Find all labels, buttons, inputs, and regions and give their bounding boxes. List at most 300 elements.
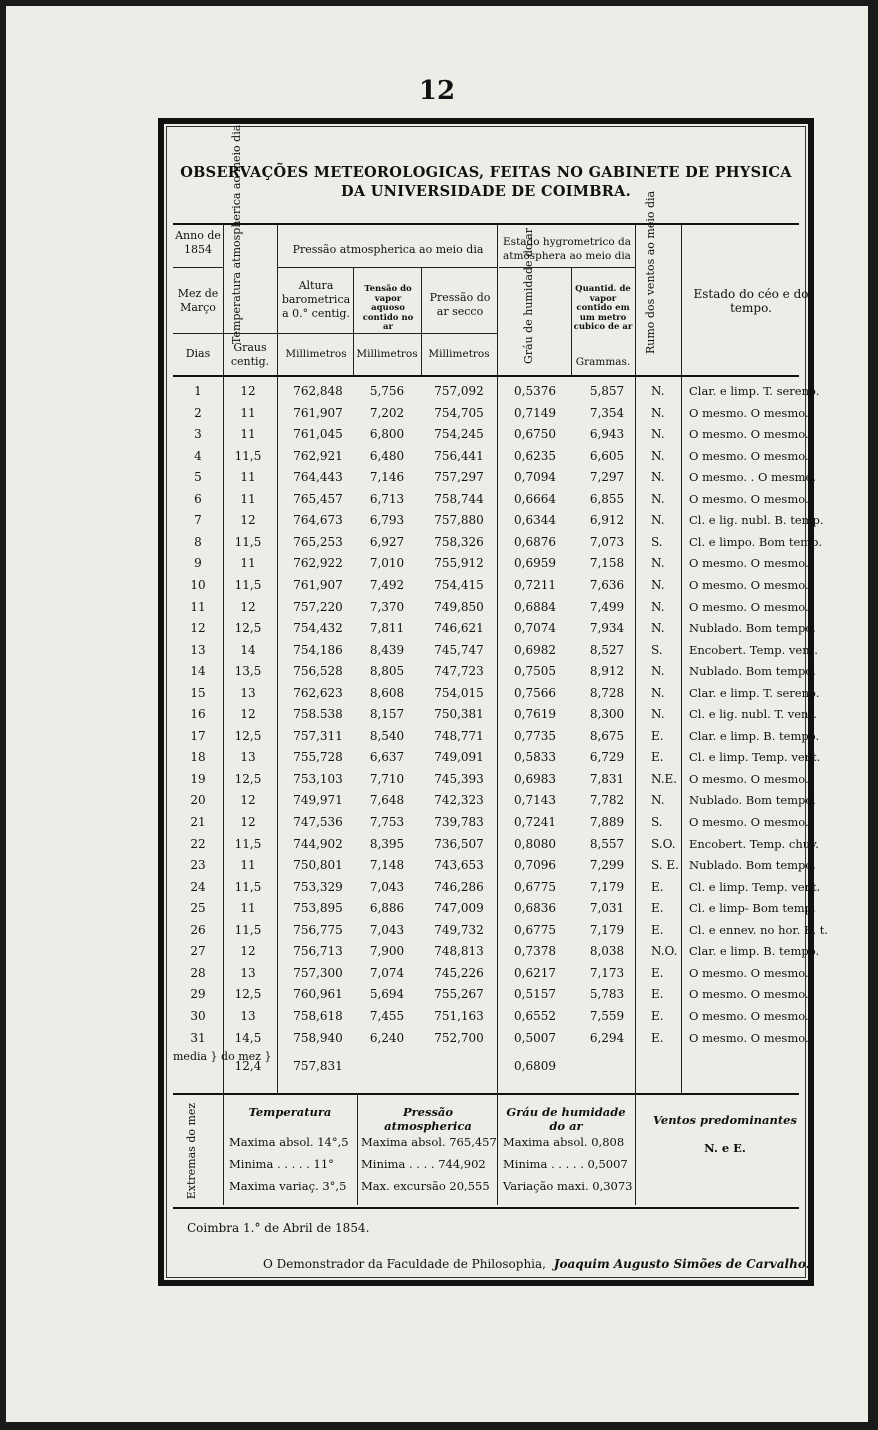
table-row	[167, 941, 820, 963]
cell-dry-pressure: 758,744	[434, 491, 484, 506]
cell-sky: O mesmo. O mesmo.	[689, 1008, 809, 1023]
table-row	[167, 446, 809, 468]
cell-bar: 756,528	[293, 664, 343, 679]
cell-day: 9	[194, 556, 202, 571]
cell-tension: 7,043	[369, 879, 405, 894]
header-mm-1: Millimetros	[285, 348, 347, 360]
cell-dry-pressure: 746,286	[434, 879, 484, 894]
table-row	[167, 1006, 809, 1028]
header-estado-hygro: Estado hygrometrico da atmosphera ao meio dia	[503, 236, 631, 262]
cell-wind: E.	[651, 901, 664, 916]
cell-dry-pressure: 757,297	[434, 470, 484, 485]
cell-wind: N.	[651, 599, 665, 614]
table-inner-border	[166, 124, 829, 1278]
cell-dry-pressure: 750,381	[434, 707, 484, 722]
cell-vapour: 7,173	[589, 965, 625, 980]
footer-place-date: Coimbra 1.° de Abril de 1854.	[187, 1221, 370, 1235]
header-line-anno	[173, 267, 223, 268]
cell-humidity: 0,6876	[514, 534, 556, 549]
media-label: media } do mez }	[173, 1050, 272, 1063]
cell-dry-pressure: 742,323	[434, 793, 484, 808]
cell-humidity: 0,6959	[514, 556, 556, 571]
cell-sky: Clar. e limp. T. sereno.	[689, 384, 820, 398]
cell-tension: 8,540	[369, 728, 405, 743]
cell-temp: 12	[240, 707, 256, 722]
table-row	[167, 812, 809, 834]
cell-vapour: 6,855	[589, 491, 625, 506]
cell-day: 23	[190, 858, 206, 873]
cell-vapour: 5,857	[589, 384, 625, 398]
cell-wind: N.	[651, 793, 665, 808]
cell-sky: O mesmo. O mesmo.	[689, 987, 809, 1002]
media-hum: 0,6809	[514, 1059, 556, 1073]
cell-tension: 7,811	[369, 621, 405, 636]
ext-pres-min: Minima . . . . 744,902	[361, 1157, 486, 1171]
table-row	[167, 877, 821, 899]
cell-sky: O mesmo. O mesmo.	[689, 599, 809, 614]
cell-day: 5	[194, 470, 202, 485]
cell-humidity: 0,6775	[514, 879, 556, 894]
table-row	[167, 726, 820, 748]
header-altura: Altura barometrica a 0.° centig.	[281, 279, 351, 320]
cell-dry-pressure: 756,441	[434, 448, 484, 463]
cell-dry-pressure: 745,747	[434, 642, 484, 657]
cell-wind: E.	[651, 1008, 664, 1023]
cell-day: 2	[194, 405, 202, 420]
cell-vapour: 6,294	[589, 1030, 625, 1045]
cell-vapour: 6,912	[589, 513, 625, 528]
ext-vline-4	[635, 1093, 636, 1205]
cell-dry-pressure: 754,705	[434, 405, 484, 420]
cell-day: 10	[190, 577, 206, 592]
table-row	[167, 704, 817, 726]
cell-bar: 747,536	[293, 815, 343, 829]
ext-hum-var: Variação maxi. 0,3073	[503, 1179, 633, 1193]
cell-temp: 12	[240, 513, 256, 528]
header-grammas: Grammas.	[575, 356, 631, 368]
table-row	[167, 984, 809, 1006]
cell-wind: S.	[651, 534, 663, 549]
ext-temp-var: Maxima variaç. 3°,5	[229, 1179, 347, 1193]
table-row	[167, 683, 820, 705]
cell-humidity: 0,6775	[514, 922, 556, 937]
cell-bar: 753,103	[293, 771, 343, 786]
cell-humidity: 0,7143	[514, 793, 556, 808]
cell-temp: 11	[240, 556, 256, 571]
table-row	[167, 618, 816, 640]
cell-humidity: 0,6836	[514, 901, 556, 916]
cell-tension: 8,608	[369, 685, 405, 700]
cell-day: 29	[190, 987, 206, 1002]
cell-vapour: 7,297	[589, 470, 625, 485]
cell-dry-pressure: 736,507	[434, 836, 484, 851]
cell-tension: 7,492	[369, 577, 405, 592]
title-line-2: DA UNIVERSIDADE DE COIMBRA.	[340, 183, 632, 200]
cell-vapour: 7,782	[589, 793, 625, 808]
cell-vapour: 7,158	[589, 556, 625, 571]
cell-vapour: 8,300	[589, 707, 625, 722]
cell-temp: 12	[240, 944, 256, 959]
cell-day: 11	[190, 599, 206, 614]
cell-temp: 13,5	[234, 664, 262, 679]
cell-bar: 762,921	[293, 448, 343, 463]
cell-tension: 6,480	[369, 448, 405, 463]
cell-bar: 760,961	[293, 987, 343, 1002]
cell-wind: N.	[651, 685, 665, 700]
cell-dry-pressure: 758,326	[434, 534, 484, 549]
cell-day: 7	[194, 513, 202, 528]
cell-humidity: 0,7074	[514, 621, 556, 636]
cell-day: 24	[190, 879, 206, 894]
cell-humidity: 0,6664	[514, 491, 556, 506]
cell-dry-pressure: 748,771	[434, 728, 484, 743]
cell-temp: 11,5	[234, 534, 262, 549]
cell-wind: N.O.	[651, 944, 678, 959]
cell-tension: 6,713	[369, 491, 405, 506]
cell-dry-pressure: 754,415	[434, 577, 484, 592]
cell-humidity: 0,6552	[514, 1008, 556, 1023]
cell-wind: E.	[651, 987, 664, 1002]
table-row	[167, 424, 809, 446]
cell-vapour: 7,179	[589, 922, 625, 937]
cell-temp: 12	[240, 815, 256, 829]
cell-humidity: 0,6235	[514, 448, 556, 463]
cell-temp: 13	[240, 965, 256, 980]
cell-wind: E.	[651, 965, 664, 980]
cell-day: 30	[190, 1008, 206, 1023]
footer-demonstrador	[263, 1257, 810, 1271]
cell-wind: N.	[651, 621, 665, 636]
table-row	[167, 532, 823, 554]
page-number: 12	[418, 76, 456, 106]
cell-vapour: 7,073	[589, 534, 625, 549]
cell-temp: 11	[240, 405, 256, 420]
table-row	[167, 467, 816, 489]
cell-sky: Nublado. Bom tempo.	[689, 858, 816, 873]
cell-vapour: 8,557	[589, 836, 625, 851]
cell-bar: 756,713	[293, 944, 343, 959]
cell-vapour: 6,729	[589, 750, 625, 765]
cell-tension: 7,074	[369, 965, 405, 980]
cell-humidity: 0,5833	[514, 750, 556, 765]
cell-temp: 11	[240, 858, 256, 873]
cell-wind: N.	[651, 513, 665, 528]
cell-dry-pressure: 755,912	[434, 556, 484, 571]
cell-dry-pressure: 754,245	[434, 427, 484, 442]
cell-vapour: 7,889	[589, 815, 625, 829]
ext-hum-max: Maxima absol. 0,808	[503, 1135, 625, 1149]
cell-bar: 762,922	[293, 556, 343, 571]
cell-sky: Encobert. Temp. chuv.	[689, 836, 819, 851]
cell-bar: 757,300	[293, 965, 343, 980]
header-line-pressao	[277, 267, 497, 268]
cell-vapour: 7,831	[589, 771, 625, 786]
cell-tension: 7,753	[369, 815, 405, 829]
cell-day: 21	[190, 815, 206, 829]
cell-bar: 744,902	[293, 836, 343, 851]
header-grau-hum: Gráu de humidade do ar	[522, 228, 535, 364]
cell-dry-pressure: 752,700	[434, 1030, 484, 1045]
header-tensao: Tensão do vapor aquoso contido no ar	[362, 284, 414, 332]
title-line-1: OBSERVAÇÕES METEOROLOGICAS, FEITAS NO GABINETE DE PHYSICA	[180, 164, 792, 181]
cell-vapour: 6,605	[589, 448, 625, 463]
cell-bar: 754,432	[293, 621, 343, 636]
cell-wind: E.	[651, 922, 664, 937]
cell-humidity: 0,7211	[514, 577, 556, 592]
cell-tension: 8,439	[369, 642, 405, 657]
cell-tension: 7,455	[369, 1008, 405, 1023]
cell-sky: O mesmo. O mesmo.	[689, 577, 809, 592]
cell-humidity: 0,7566	[514, 685, 556, 700]
cell-sky: Cl. e limp- Bom temp.	[689, 901, 816, 916]
cell-tension: 6,793	[369, 513, 405, 528]
cell-bar: 764,673	[293, 513, 343, 528]
cell-day: 8	[194, 534, 202, 549]
cell-humidity: 0,5007	[514, 1030, 556, 1045]
ext-temp-head: Temperatura	[248, 1105, 332, 1119]
cell-humidity: 0,7619	[514, 707, 556, 722]
table-row	[167, 920, 829, 942]
table-row	[167, 597, 809, 619]
cell-tension: 7,010	[369, 556, 405, 571]
header-pressao-seco: Pressão do ar secco	[429, 291, 491, 318]
cell-dry-pressure: 745,393	[434, 771, 484, 786]
cell-humidity: 0,6983	[514, 771, 556, 786]
cell-temp: 14	[240, 642, 256, 657]
cell-humidity: 0,6982	[514, 642, 556, 657]
cell-wind: N.	[651, 384, 665, 398]
cell-humidity: 0,6344	[514, 513, 556, 528]
table-row	[167, 489, 809, 511]
cell-vapour: 8,675	[589, 728, 625, 743]
ext-hum-head: Gráu de humidade do ar	[506, 1105, 626, 1133]
cell-wind: S.	[651, 815, 663, 829]
cell-vapour: 7,031	[589, 901, 625, 916]
cell-tension: 7,043	[369, 922, 405, 937]
cell-day: 18	[190, 750, 206, 765]
cell-sky: O mesmo. O mesmo.	[689, 427, 809, 442]
cell-bar: 761,907	[293, 577, 343, 592]
cell-day: 12	[190, 621, 206, 636]
cell-dry-pressure: 746,621	[434, 621, 484, 636]
cell-wind: S.	[651, 642, 663, 657]
cell-dry-pressure: 743,653	[434, 858, 484, 873]
cell-sky: Cl. e limpo. Bom temp.	[689, 534, 823, 549]
cell-day: 3	[194, 427, 202, 442]
cell-tension: 6,240	[369, 1030, 405, 1045]
extremos-top-line	[173, 1093, 799, 1095]
cell-day: 14	[190, 664, 206, 679]
cell-tension: 6,800	[369, 427, 405, 442]
cell-wind: N.E.	[651, 771, 678, 786]
cell-day: 25	[190, 901, 206, 916]
cell-sky: O mesmo. O mesmo.	[689, 556, 809, 571]
table-row	[167, 381, 820, 403]
cell-humidity: 0,6217	[514, 965, 556, 980]
cell-tension: 7,202	[369, 405, 405, 420]
cell-wind: N.	[651, 577, 665, 592]
cell-sky: Clar. e limp. B. tempo.	[689, 944, 820, 959]
cell-humidity: 0,7378	[514, 944, 556, 959]
cell-vapour: 6,943	[589, 427, 625, 442]
cell-wind: N.	[651, 427, 665, 442]
cell-bar: 762,848	[293, 384, 343, 398]
cell-vapour: 7,636	[589, 577, 625, 592]
cell-bar: 761,045	[293, 427, 343, 442]
cell-tension: 7,370	[369, 599, 405, 614]
cell-vapour: 8,527	[589, 642, 625, 657]
cell-temp: 12	[240, 599, 256, 614]
cell-temp: 11	[240, 901, 256, 916]
cell-bar: 753,895	[293, 901, 343, 916]
cell-day: 16	[190, 707, 206, 722]
cell-day: 28	[190, 965, 206, 980]
cell-dry-pressure: 749,091	[434, 750, 484, 765]
cell-dry-pressure: 748,813	[434, 944, 484, 959]
extremos-bottom-line	[173, 1207, 799, 1209]
header-bottom-line	[173, 375, 799, 377]
cell-dry-pressure: 739,783	[434, 815, 484, 829]
cell-vapour: 8,038	[589, 944, 625, 959]
header-line-hygro	[499, 267, 635, 268]
header-pressao: Pressão atmospherica ao meio dia	[292, 243, 484, 256]
cell-humidity: 0,7149	[514, 405, 556, 420]
cell-sky: Cl. e limp. Temp. vent.	[689, 750, 821, 765]
cell-temp: 12	[240, 793, 256, 808]
cell-tension: 6,886	[369, 901, 405, 916]
cell-day: 27	[190, 944, 206, 959]
cell-tension: 7,648	[369, 793, 405, 808]
ext-vline-1	[223, 1093, 224, 1205]
footer-demonstrador-text: O Demonstrador da Faculdade de Philosophia,	[263, 1257, 546, 1271]
table-row	[167, 1028, 809, 1050]
cell-humidity: 0,5157	[514, 987, 556, 1002]
cell-wind: N.	[651, 491, 665, 506]
cell-sky: Nublado. Bom tempo.	[689, 621, 816, 636]
cell-tension: 5,694	[369, 987, 405, 1002]
cell-vapour: 8,728	[589, 685, 625, 700]
cell-bar: 762,623	[293, 685, 343, 700]
cell-wind: N.	[651, 405, 665, 420]
cell-sky: O mesmo. O mesmo.	[689, 815, 809, 829]
cell-wind: S.O.	[651, 836, 676, 851]
cell-vapour: 5,783	[589, 987, 625, 1002]
cell-vapour: 7,499	[589, 599, 625, 614]
cell-humidity: 0,7096	[514, 858, 556, 873]
page	[6, 6, 868, 1422]
cell-dry-pressure: 747,009	[434, 901, 484, 916]
cell-sky: Nublado. Bom tempo.	[689, 793, 816, 808]
header-rumo: Rumo dos ventos ao meio dia	[644, 190, 657, 354]
cell-bar: 756,775	[293, 922, 343, 937]
table-row	[167, 834, 819, 856]
cell-sky: O mesmo. O mesmo.	[689, 405, 809, 420]
cell-tension: 5,756	[369, 384, 405, 398]
header-estado-ceo: Estado do céo e do tempo.	[693, 287, 809, 315]
cell-day: 4	[194, 448, 202, 463]
header-mm-3: Millimetros	[428, 348, 490, 360]
table-row	[167, 510, 824, 532]
cell-sky: Cl. e limp. Temp. vent.	[689, 879, 821, 894]
table-row	[167, 747, 821, 769]
cell-vapour: 7,299	[589, 858, 625, 873]
cell-temp: 11,5	[234, 879, 262, 894]
cell-temp: 11,5	[234, 922, 262, 937]
cell-vapour: 7,934	[589, 621, 625, 636]
cell-temp: 11	[240, 470, 256, 485]
cell-bar: 765,457	[293, 491, 343, 506]
header-quantid: Quantid. de vapor contido em um metro cubico de ar	[573, 284, 633, 332]
cell-wind: N.	[651, 448, 665, 463]
cell-bar: 755,728	[293, 750, 343, 765]
cell-temp: 13	[240, 685, 256, 700]
footer-name: Joaquim Augusto Simões de Carvalho.	[553, 1257, 810, 1271]
cell-temp: 11	[240, 427, 256, 442]
ext-pres-max: Maxima absol. 765,457	[361, 1135, 497, 1149]
cell-tension: 7,148	[369, 858, 405, 873]
cell-tension: 8,395	[369, 836, 405, 851]
cell-day: 26	[190, 922, 206, 937]
table-row	[167, 898, 816, 920]
cell-vapour: 7,559	[589, 1008, 625, 1023]
ext-temp-max: Maxima absol. 14°,5	[229, 1135, 349, 1149]
cell-tension: 6,637	[369, 750, 405, 765]
cell-day: 17	[190, 728, 206, 743]
cell-wind: E.	[651, 728, 664, 743]
cell-day: 6	[194, 491, 202, 506]
cell-temp: 13	[240, 750, 256, 765]
cell-humidity: 0,6884	[514, 599, 556, 614]
ext-vent-head: Ventos predominantes	[653, 1113, 797, 1127]
header-line-mm	[277, 333, 497, 334]
cell-sky: O mesmo. O mesmo.	[689, 491, 809, 506]
header-temperatura: Temperatura atmospherica ao meio dia	[230, 124, 243, 344]
cell-temp: 11,5	[234, 577, 262, 592]
cell-dry-pressure: 757,880	[434, 513, 484, 528]
cell-vapour: 7,354	[589, 405, 625, 420]
cell-tension: 7,146	[369, 470, 405, 485]
table-row	[167, 963, 809, 985]
cell-tension: 7,710	[369, 771, 405, 786]
table-row	[167, 769, 809, 791]
cell-temp: 14,5	[234, 1030, 262, 1045]
cell-temp: 11,5	[234, 836, 262, 851]
cell-sky: O mesmo. O mesmo.	[689, 771, 809, 786]
cell-sky: Cl. e lig. nubl. T. vent.	[689, 707, 817, 722]
cell-temp: 12,5	[234, 728, 262, 743]
cell-bar: 757,220	[293, 599, 343, 614]
cell-bar: 757,311	[293, 728, 343, 743]
cell-temp: 11,5	[234, 448, 262, 463]
table-row	[167, 553, 809, 575]
header-mm-2: Millimetros	[356, 348, 418, 360]
cell-temp: 11	[240, 491, 256, 506]
cell-sky: Cl. e ennev. no hor. B. t.	[689, 922, 829, 937]
table-row	[167, 790, 816, 812]
cell-bar: 758,618	[293, 1008, 343, 1023]
media-bar: 757,831	[293, 1059, 343, 1073]
cell-humidity: 0,5376	[514, 384, 556, 398]
cell-temp: 12,5	[234, 771, 262, 786]
cell-sky: O mesmo. O mesmo.	[689, 448, 809, 463]
cell-wind: N.	[651, 707, 665, 722]
table-row	[167, 661, 816, 683]
cell-vapour: 8,912	[589, 664, 625, 679]
header-mez: Mez de Março	[177, 287, 219, 314]
table-title	[167, 163, 805, 201]
cell-wind: E.	[651, 750, 664, 765]
cell-humidity: 0,7094	[514, 470, 556, 485]
